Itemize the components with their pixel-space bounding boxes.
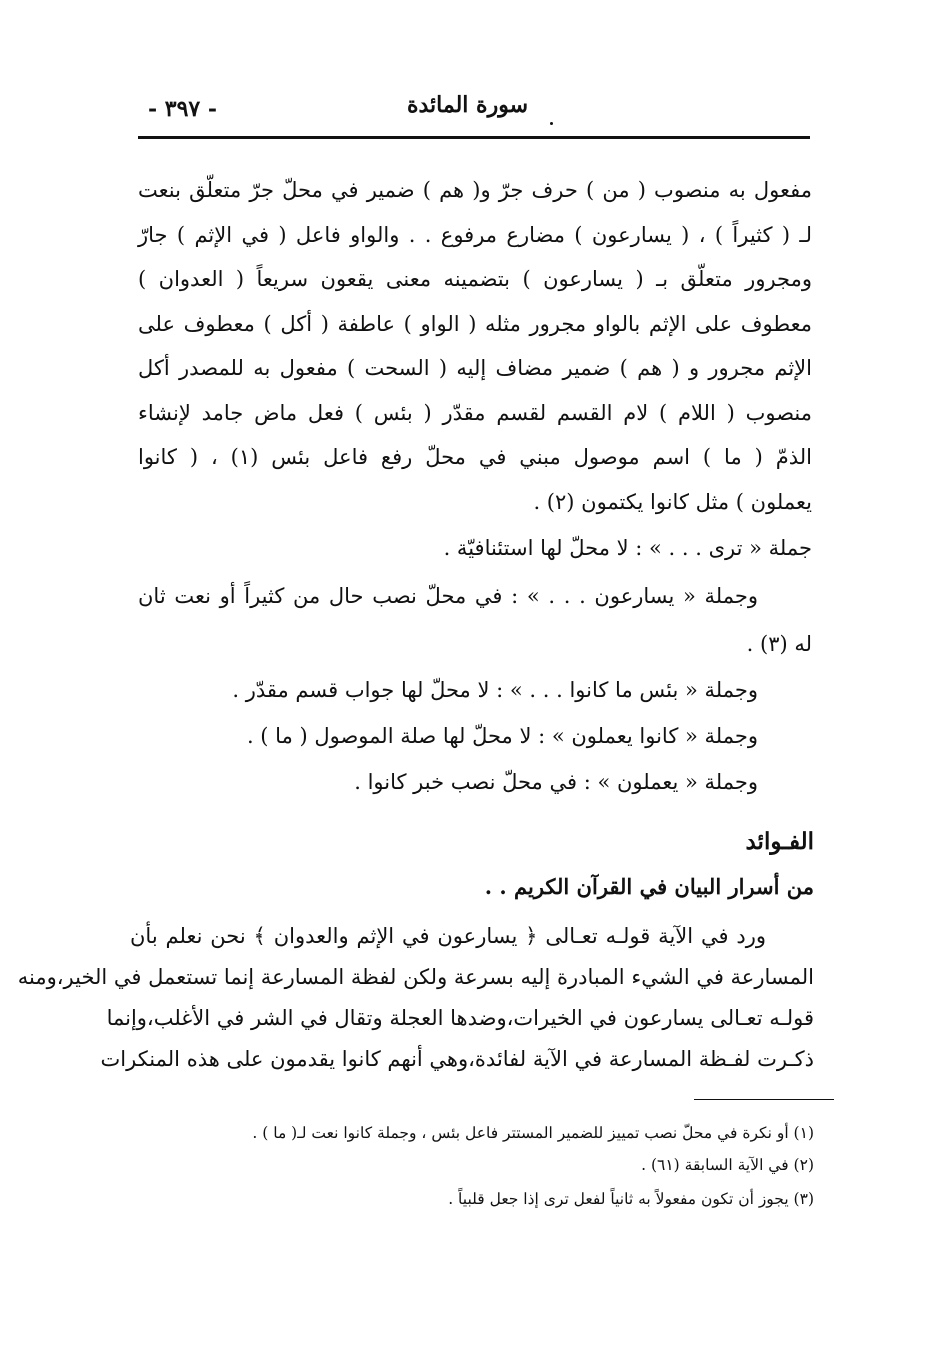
fawaid-subheading: من أسرار البيان في القرآن الكريم . . xyxy=(484,874,814,899)
text-line: وجملة « يسارعون . . . » : في محلّ نصب حال من كثيراً أو نعت ثان xyxy=(138,584,758,608)
text-line: يعملون ) مثل كانوا يكتمون (٢) . xyxy=(533,489,812,514)
text-line: لـ ( كثيراً ) ، ( يسارعون ) مضارع مرفوع . . والواو فاعل ( في الإثم ) جارّ xyxy=(138,222,812,247)
fawaid-paragraph xyxy=(17,916,814,1080)
text-line: ومجرور متعلّق بـ ( يسارعون ) بتضمينه معنى يقعون سريعاً ( العدوان ) xyxy=(138,267,812,291)
page-number: - ٣٩٧ - xyxy=(148,96,218,122)
sentence-yusariun xyxy=(138,584,758,608)
sentence-tara: جملة « ترى . . . » : لا محلّ لها استئنافيّة . xyxy=(443,536,812,560)
text-line: المسارعة في الشيء المبادرة إليه بسرعة ولكن لفظة المسارعة إنما تستعمل في الخير،ومنه xyxy=(17,965,814,989)
fawaid-heading: الفـوائد xyxy=(745,828,814,855)
footnote-1: (١) أو نكرة في محلّ نصب تمييز للضمير المستتر فاعل بئس ، وجملة كانوا نعت لـ( ما ) . xyxy=(252,1124,814,1142)
text-line: الإثم مجرور و ( هم ) ضمير مضاف إليه ( السحت ) مفعول به للمصدر أكل xyxy=(138,356,812,380)
sentence-yamalun: وجملة « يعملون » : في محلّ نصب خبر كانوا . xyxy=(354,770,758,794)
sentence-kanu-yamalun: وجملة « كانوا يعملون » : لا محلّ لها صلة الموصول ( ما ) . xyxy=(246,724,758,748)
text-line: قولـه تعـالى يسارعون في الخيرات،وضدها العجلة وتقال في الشر في الأغلب،وإنما xyxy=(106,1006,814,1030)
text-line: الذمّ ( ما ) اسم موصول مبني في محلّ رفع فاعل بئس (١) ، ( كانوا xyxy=(138,445,812,469)
i3rab-paragraph xyxy=(138,168,812,524)
footnote-3: (٣) يجوز أن تكون مفعولاً به ثانياً لفعل ترى إذا جعل قلبياً . xyxy=(448,1190,814,1208)
page-header xyxy=(140,92,808,132)
text-line: مفعول به منصوب ( من ) حرف جرّ و( هم ) ضمير في محلّ جرّ متعلّق بنعت xyxy=(138,178,812,202)
sentence-bisa: وجملة « بئس ما كانوا . . . » : لا محلّ لها جواب قسم مقدّر . xyxy=(232,678,758,702)
text-line: ذكـرت لفـظة المسارعة في الآية لفائدة،وهي أنهم كانوا يقدمون على هذه المنكرات xyxy=(100,1047,814,1071)
header-dot xyxy=(550,122,553,125)
header-rule xyxy=(138,136,810,139)
text-line: معطوف على الإثم بالواو مجرور مثله ( الواو ) عاطفة ( أكل ) معطوف على xyxy=(138,311,812,336)
surah-title: سورة المائدة xyxy=(406,92,528,118)
text-line: ورد في الآية قولـه تعـالى ﴿ يسارعون في الإثم والعدوان ﴾ نحن نعلم بأن xyxy=(130,924,766,948)
text-line: منصوب ( اللام ) لام القسم لقسم مقدّر ( بئس ) فعل ماض جامد لإنشاء xyxy=(138,400,812,425)
footnote-2: (٢) في الآية السابقة (٦١) . xyxy=(641,1156,814,1174)
footnote-rule xyxy=(694,1099,834,1100)
sentence-yusariun-cont: له (٣) . xyxy=(746,632,812,656)
